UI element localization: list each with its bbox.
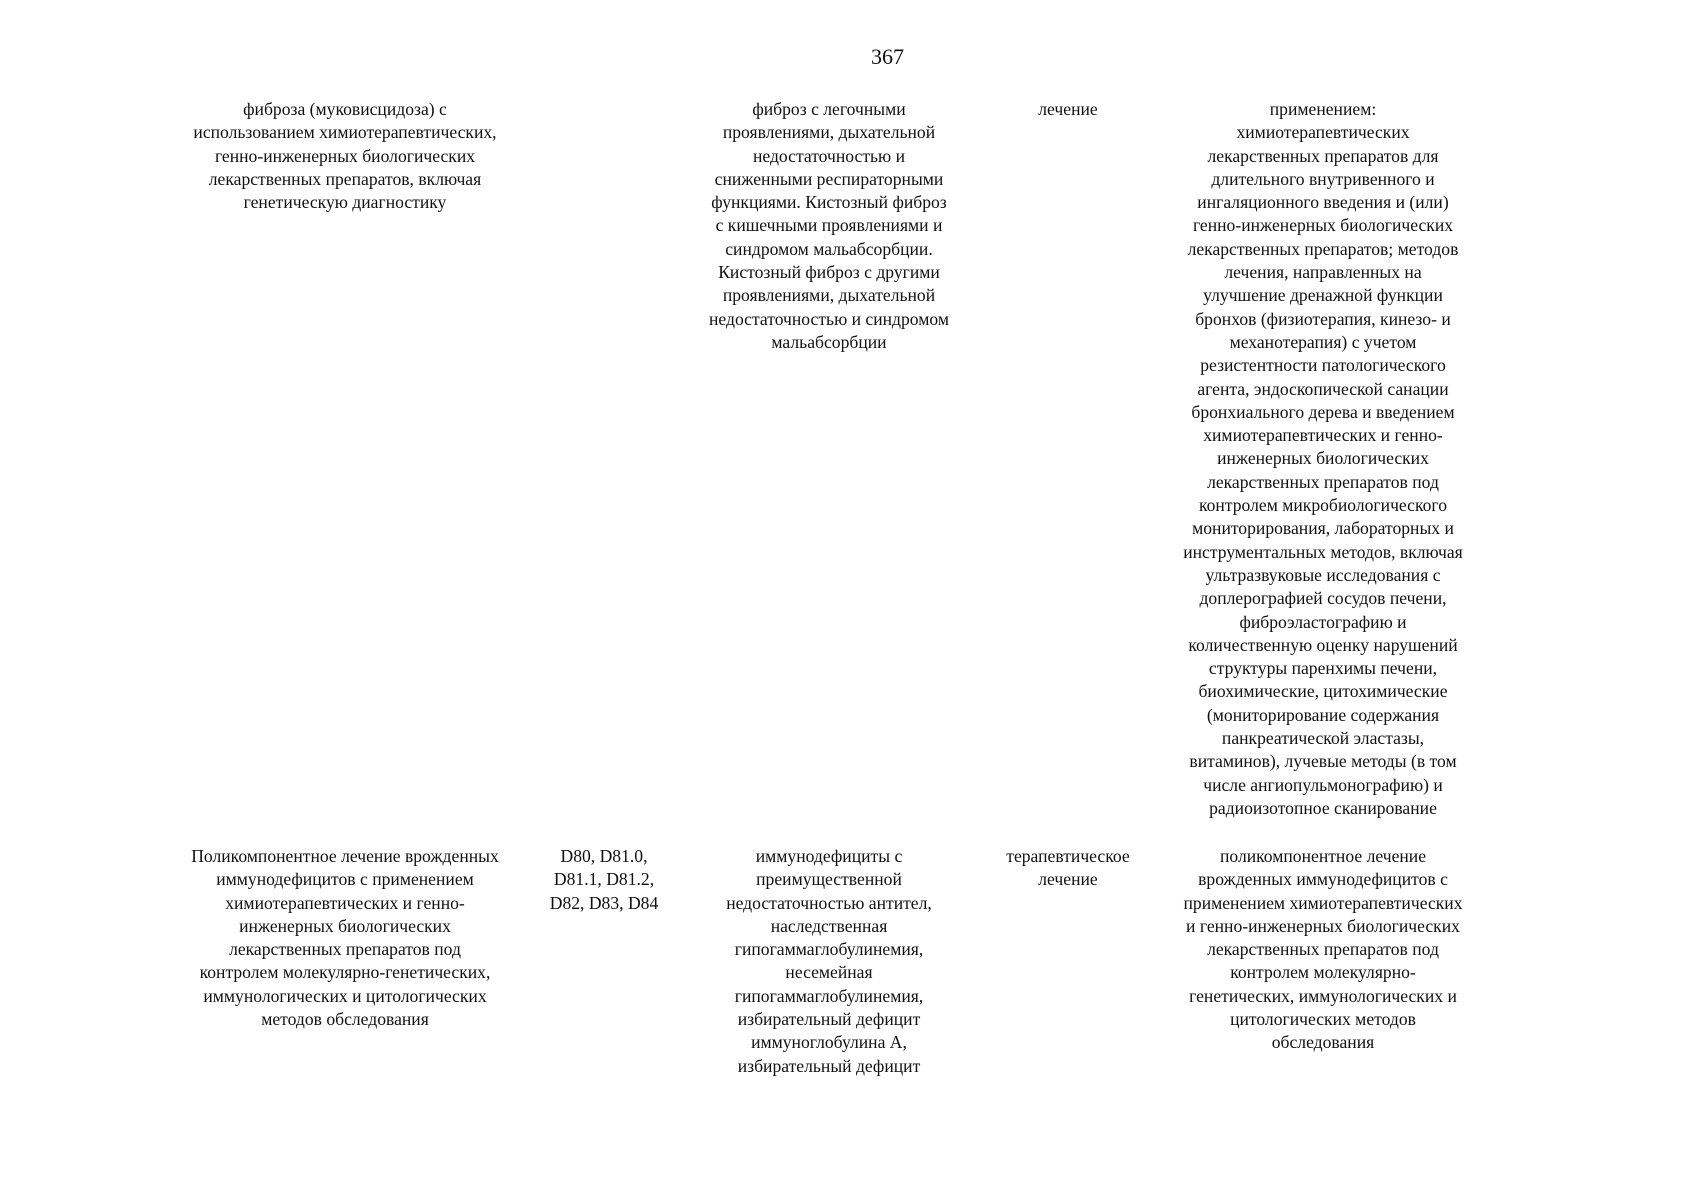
cell-treatment-name: фиброза (муковисцидоза) с использованием химиотерапевтических, генно-инженерных биологических лекарственных препаратов, включая генетическую диагностику (193, 99, 497, 213)
page-number: 367 (871, 44, 904, 69)
cell-treatment-name: Поликомпонентное лечение врожденных иммунодефицитов с применением химиотерапевтических и генно- инженерных биологических лекарственных препаратов под контролем молекулярно-генетических, иммунологических и цитологических методов обследования (191, 846, 499, 1030)
cell-treatment-type: терапевтическое лечение (1006, 846, 1130, 890)
cell-icd-codes: D80, D81.0, D81.1, D81.2, D82, D83, D84 (549, 846, 659, 913)
cell-patient-model: фиброз с легочными проявлениями, дыхательной недостаточностью и сниженными респираторными функциями. Кистозный фиброз с кишечными проявлениями и синдромом мальабсорбции. Кистозный фиброз с другими проявлениями, дыхательной недостаточностью и синдромом мальабсорбции (709, 99, 949, 352)
cell-treatment-method: поликомпонентное лечение врожденных иммунодефицитов с применением химиотерапевтических и генно-инженерных биологических лекарственных препаратов под контролем молекулярно- генетических, иммунологических и цитологических методов обследования (1183, 846, 1463, 1053)
cell-treatment-type: лечение (1038, 99, 1098, 119)
cell-patient-model: иммунодефициты с преимущественной недостаточностью антител, наследственная гипогаммаглобулинемия, несемейная гипогаммаглобулинемия, избирательный дефицит иммуноглобулина A, избирательный дефицит (726, 846, 932, 1076)
cell-treatment-method: применением: химиотерапевтических лекарственных препаратов для длительного внутривенного и ингаляционного введения и (или) генно-инженерных биологических лекарственных препаратов; методов лечения, направленных на улучшение дренажной функции бронхов (физиотерапия, кинезо- и механотерапия) с учетом резистентности патологического агента, эндоскопической санации бронхиального дерева и введением химиотерапевтических и генно- инженерных биологических лекарственных препаратов под контролем микробиологического мониторирования, лабораторных и инструментальных методов, включая ультразвуковые исследования с доплерографией сосудов печени, фиброэластографию и количественную оценку нарушений структуры паренхимы печени, биохимические, цитохимические (мониторирование содержания панкреатической эластазы, витаминов), лучевые методы (в том числе ангиопульмонографию) и радиоизотопное сканирование (1183, 99, 1463, 818)
